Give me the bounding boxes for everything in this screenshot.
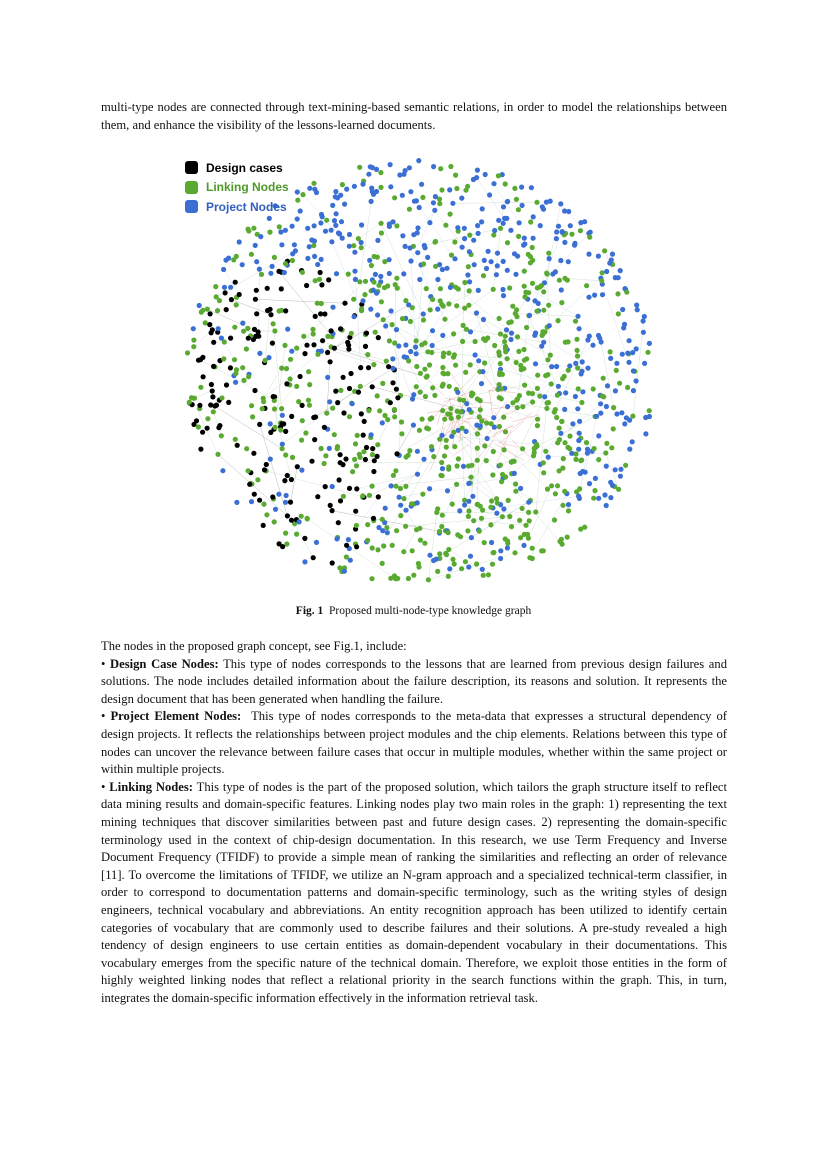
bullet-title-design-case: Design Case Nodes: [110,656,219,671]
legend-swatch-linking-nodes [185,181,198,194]
legend-label-project-nodes: Project Nodes [206,199,287,214]
bullet-linking-nodes: • Linking Nodes: This type of nodes is the part of the proposed solution, which tailors the graph structure itself to reflect data mining results and domain-specific features. Linking nodes play two main roles in the graph: 1) representing the text mining techniques that discover similarities between past and future design cases. 2) representing the domain-specific terminology used in the context of chip-design documentation. In this research, we use Term Frequency and Inverse Document Frequency (TFIDF) to provide a simple mean of ranking the similarities and reflecting an order of relevance [11]. To overcome the limitations of TFIDF, we utilize an N-gram approach and a specialized technical-term classifier, in order to correspond to documentation patterns and domain-specific terminology, such as the writing styles of design engineers, technical vocabulary and abbreviations. An entity recognition approach has been utilized to identify certain categories of vocabulary that are commonly used to describe failures and their solutions. A pre-study revealed a high tendency of design engineers to use certain entities as domain-dependent vocabulary in their documentations. This vocabulary emerges from the specific nature of the technical domain. Therefore, we exploit those entities in the form of highly weighted linking nodes that reflect a relational priority in the search functions within the graph. This, in turn, integrates the domain-specific information effectively in the information retrieval task. [101,779,728,1005]
bullet-project-element: • Project Element Nodes: This type of nodes corresponds to the meta-data that expresses a structural dependency of design projects. It reflects the relationships between project modules and the chip elements. Relations between this type of nodes can uncover the relevance between failure cases that occur in multiple modules, whether within the same project or within multiple projects. [101,709,727,777]
intro-paragraph: multi-type nodes are connected through text-mining-based semantic relations, in order to model the relationships between them, and enhance the visibility of the lessons-learned documents. [101,100,727,132]
legend-item-design-cases [185,158,289,178]
legend-label-linking-nodes: Linking Nodes [206,180,289,195]
figure-legend [185,158,289,217]
legend-label-design-cases: Design cases [206,160,283,175]
bullet-text-design-case: This type of nodes corresponds to the lessons that are learned from previous design failures and solutions. The node includes detailed information about the failure description, its reasons and solution. It represents the design document that has been generated when handling the failure. [101,656,727,706]
legend-swatch-project-nodes [185,200,198,213]
graph-nodes [185,158,652,582]
figure-caption [0,605,827,617]
bullet-text-linking-nodes: This type of nodes is the part of the proposed solution, which tailors the graph structure itself to reflect data mining results and domain-specific features. Linking nodes play two main roles in the graph: 1) representing the text mining techniques that discover similarities between past and future design cases. 2) representing the domain-specific terminology used in the context of chip-design documentation. In this research, we use Term Frequency and Inverse Document Frequency (TFIDF) to provide a simple mean of ranking the similarities and reflecting an order of relevance [11]. To overcome the limitations of TFIDF, we utilize an N-gram approach and a specialized technical-term classifier, in order to correspond to documentation patterns and domain-specific terminology, such as the writing styles of design engineers, technical vocabulary and abbreviations. An entity recognition approach has been utilized to identify certain categories of vocabulary that are commonly used to describe failures and their solutions. A pre-study revealed a high tendency of design engineers to use certain entities as domain-dependent vocabulary in their documentations. This vocabulary emerges from the specific nature of the technical domain. Therefore, we exploit those entities in the form of highly weighted linking nodes that reflect a relational priority in the search functions within the graph. This, in turn, integrates the domain-specific information effectively in the information retrieval task. [101,779,728,1005]
graph-edges [187,178,644,580]
body-lead: The nodes in the proposed graph concept, see Fig.1, include: [101,639,407,653]
bullet-title-linking-nodes: Linking Nodes: [109,779,193,794]
body-text [101,638,727,1007]
bullet-text-project-element: This type of nodes corresponds to the meta-data that expresses a structural dependency of design projects. It reflects the relationships between project modules and the chip elements. Relations between this type of nodes can uncover the relevance between failure cases that occur in multiple modules, whether within the same project or within multiple projects. [101,709,727,777]
bullet-design-case: • Design Case Nodes: This type of nodes corresponds to the lessons that are learned from previous design failures and solutions. The node includes detailed information about the failure description, its reasons and solution. It represents the design document that has been generated when handling the failure. [101,656,727,706]
legend-swatch-design-cases [185,161,198,174]
legend-item-project-nodes [185,197,289,217]
bullet-title-project-element: Project Element Nodes: [110,709,242,724]
legend-item-linking-nodes [185,178,289,198]
figure-caption-label: Fig. 1 [295,605,324,617]
figure-caption-text: Proposed multi-node-type knowledge graph [329,605,532,617]
